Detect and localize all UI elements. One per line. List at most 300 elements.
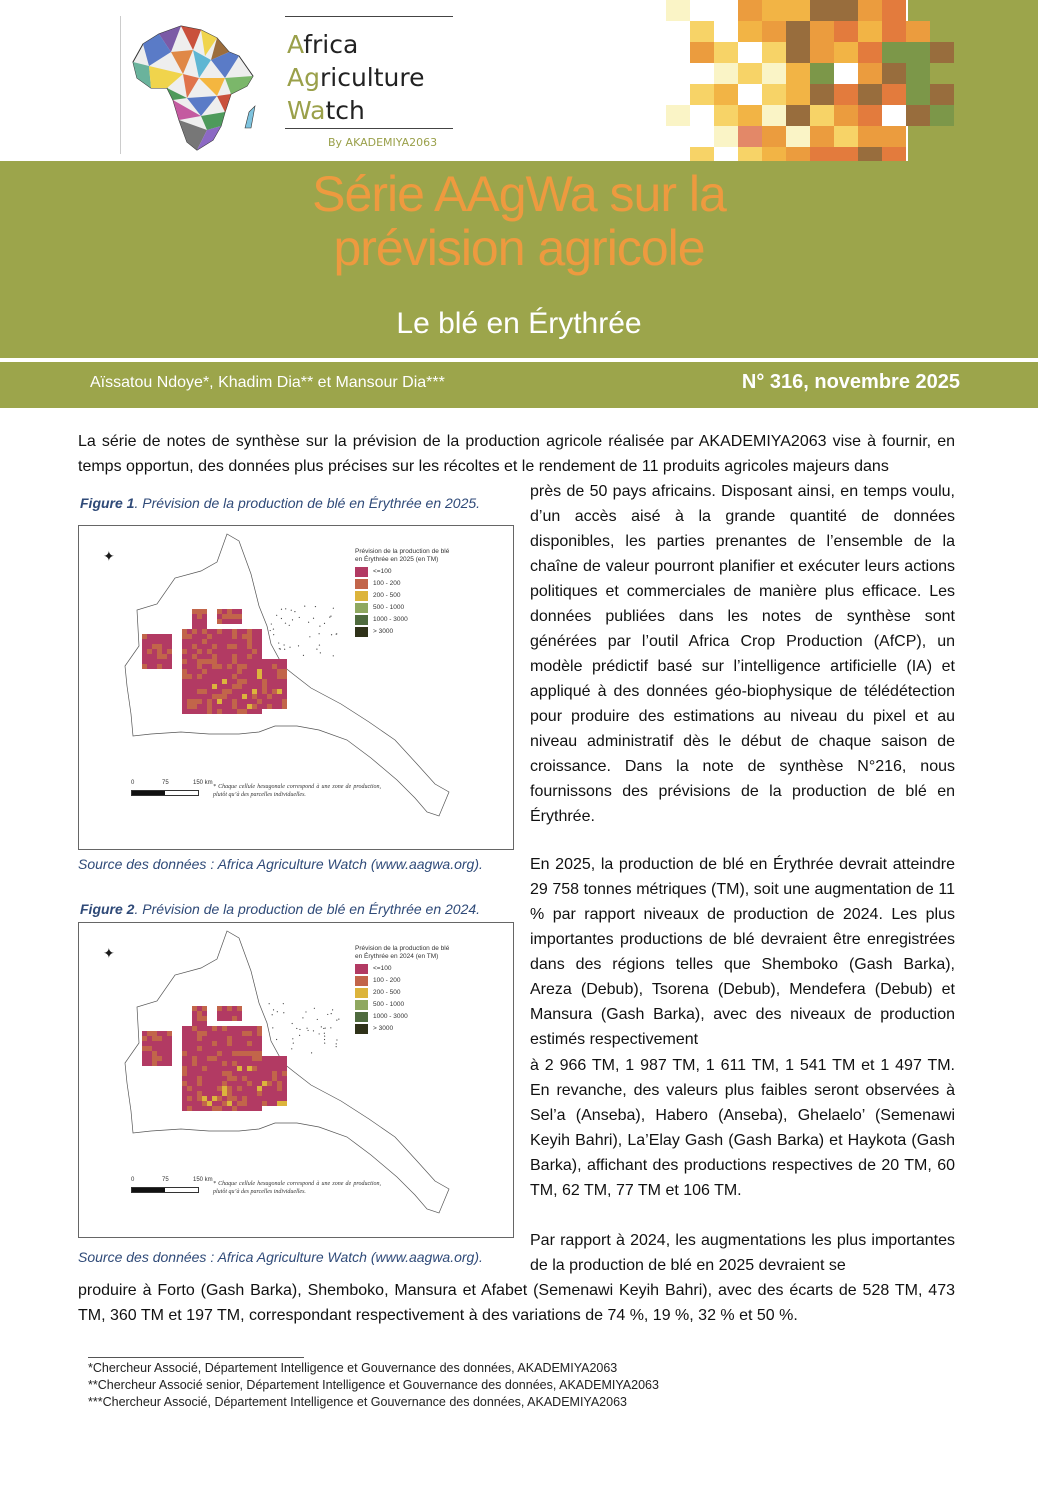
production-hex-cell (272, 669, 277, 674)
production-hex-cell (152, 1031, 157, 1036)
production-hex-cell (222, 1026, 227, 1031)
production-hex-cell (197, 694, 202, 699)
production-hex-cell (217, 649, 222, 654)
production-hex-cell (257, 649, 262, 654)
production-hex-cell (207, 679, 212, 684)
production-hex-cell (222, 664, 227, 669)
mosaic-tile (834, 42, 858, 63)
production-hex-cell (252, 1101, 257, 1106)
production-hex-cell (217, 1016, 222, 1021)
production-hex-cell (232, 1061, 237, 1066)
production-hex-cell (192, 629, 197, 634)
mosaic-tile (786, 126, 810, 147)
production-hex-cell (212, 704, 217, 709)
mosaic-tile (666, 21, 690, 42)
island-dot (313, 618, 314, 619)
island-dot (276, 615, 277, 616)
island-dot (299, 617, 300, 618)
legend-item: 100 - 200 (355, 975, 449, 987)
production-hex-cell (182, 634, 187, 639)
production-hex-cell (182, 1046, 187, 1051)
production-hex-cell (192, 1056, 197, 1061)
production-hex-cell (222, 1031, 227, 1036)
island-dot (298, 645, 299, 646)
production-hex-cell (282, 669, 287, 674)
production-hex-cell (217, 1011, 222, 1016)
production-hex-cell (222, 639, 227, 644)
production-hex-cell (247, 1076, 252, 1081)
production-hex-cell (252, 1071, 257, 1076)
production-hex-cell (167, 644, 172, 649)
figure2-map (78, 922, 514, 1238)
production-hex-cell (257, 629, 262, 634)
production-hex-cell (257, 654, 262, 659)
production-hex-cell (242, 1071, 247, 1076)
production-hex-cell (222, 1061, 227, 1066)
mosaic-tile (834, 84, 858, 105)
production-hex-cell (222, 1106, 227, 1111)
scale-label: 0 (131, 780, 135, 786)
production-hex-cell (187, 704, 192, 709)
series-title-line1: Série AAgWa sur la (312, 166, 726, 222)
mosaic-tile (714, 126, 738, 147)
production-hex-cell (187, 629, 192, 634)
production-hex-cell (247, 1051, 252, 1056)
mosaic-tile (738, 84, 762, 105)
production-hex-cell (242, 689, 247, 694)
island-dot (319, 625, 320, 626)
production-hex-cell (267, 1086, 272, 1091)
production-hex-cell (232, 1056, 237, 1061)
production-hex-cell (217, 629, 222, 634)
north-arrow-icon: ✦ (103, 548, 115, 564)
production-hex-cell (257, 1036, 262, 1041)
production-hex-cell (182, 689, 187, 694)
production-hex-cell (282, 1061, 287, 1066)
production-hex-cell (197, 1091, 202, 1096)
production-hex-cell (212, 1036, 217, 1041)
production-hex-cell (187, 679, 192, 684)
production-hex-cell (232, 709, 237, 714)
production-hex-cell (182, 699, 187, 704)
production-hex-cell (262, 1056, 267, 1061)
production-hex-cell (182, 1091, 187, 1096)
production-hex-cell (262, 684, 267, 689)
production-hex-cell (192, 699, 197, 704)
production-hex-cell (247, 654, 252, 659)
production-hex-cell (207, 704, 212, 709)
production-hex-cell (197, 1086, 202, 1091)
production-hex-cell (202, 639, 207, 644)
production-hex-cell (247, 709, 252, 714)
production-hex-cell (182, 674, 187, 679)
production-hex-cell (187, 649, 192, 654)
production-hex-cell (282, 704, 287, 709)
map-legend (355, 548, 449, 638)
production-hex-cell (187, 1041, 192, 1046)
production-hex-cell (197, 649, 202, 654)
production-hex-cell (192, 684, 197, 689)
island-dot (329, 617, 330, 618)
mosaic-tile (882, 105, 906, 126)
production-hex-cell (192, 1071, 197, 1076)
production-hex-cell (147, 1046, 152, 1051)
production-hex-cell (282, 1056, 287, 1061)
mosaic-tile (906, 63, 930, 84)
island-dot (330, 1027, 331, 1028)
production-hex-cell (237, 1106, 242, 1111)
production-hex-cell (227, 1101, 232, 1106)
production-hex-cell (257, 709, 262, 714)
production-hex-cell (162, 639, 167, 644)
production-hex-cell (212, 684, 217, 689)
production-hex-cell (237, 1041, 242, 1046)
production-hex-cell (157, 639, 162, 644)
island-dot (311, 1052, 312, 1053)
production-hex-cell (222, 1076, 227, 1081)
production-hex-cell (197, 629, 202, 634)
scale-label: 150 km (193, 1177, 213, 1183)
production-hex-cell (227, 1041, 232, 1046)
production-hex-cell (152, 1061, 157, 1066)
production-hex-cell (147, 634, 152, 639)
production-hex-cell (272, 1066, 277, 1071)
production-hex-cell (202, 1016, 207, 1021)
figure2-caption (80, 901, 480, 917)
island-dot (285, 623, 286, 624)
production-hex-cell (272, 1076, 277, 1081)
production-hex-cell (232, 694, 237, 699)
island-dot (308, 622, 309, 623)
production-hex-cell (202, 614, 207, 619)
production-hex-cell (187, 1036, 192, 1041)
mosaic-tile (906, 84, 930, 105)
production-hex-cell (162, 1036, 167, 1041)
production-hex-cell (267, 1096, 272, 1101)
production-hex-cell (192, 1076, 197, 1081)
production-hex-cell (207, 644, 212, 649)
production-hex-cell (207, 674, 212, 679)
production-hex-cell (252, 1096, 257, 1101)
production-hex-cell (247, 1071, 252, 1076)
production-hex-cell (182, 709, 187, 714)
production-hex-cell (257, 694, 262, 699)
production-hex-cell (167, 1046, 172, 1051)
mosaic-tile (882, 42, 906, 63)
hexagon-note: * Chaque cellule hexagonale correspond à une zone de production, plutôt qu’à des parcelles individuelles. (213, 784, 381, 798)
production-hex-cell (192, 624, 197, 629)
production-hex-cell (152, 634, 157, 639)
production-hex-cell (257, 1046, 262, 1051)
production-hex-cell (182, 1026, 187, 1031)
island-dot (273, 634, 274, 635)
production-hex-cell (222, 1016, 227, 1021)
production-hex-cell (277, 699, 282, 704)
island-dot (320, 652, 321, 653)
production-hex-cell (207, 639, 212, 644)
production-hex-cell (207, 1036, 212, 1041)
production-hex-cell (212, 1071, 217, 1076)
production-hex-cell (267, 1076, 272, 1081)
production-hex-cell (227, 1036, 232, 1041)
figure-label: Figure 2 (80, 901, 135, 917)
brand-accent: A (287, 30, 304, 59)
island-dot (272, 1027, 273, 1028)
production-hex-cell (207, 1101, 212, 1106)
production-hex-cell (227, 649, 232, 654)
production-hex-cell (162, 634, 167, 639)
production-hex-cell (257, 674, 262, 679)
mosaic-tile (834, 0, 858, 21)
production-hex-cell (187, 1076, 192, 1081)
production-hex-cell (212, 1076, 217, 1081)
footnote: ***Chercheur Associé, Département Intelligence et Gouvernance des données, AKADEMIYA2063 (88, 1395, 627, 1409)
production-hex-cell (227, 1086, 232, 1091)
brand-accent: Ag (287, 63, 320, 92)
production-hex-cell (262, 674, 267, 679)
production-hex-cell (277, 704, 282, 709)
production-hex-cell (272, 1096, 277, 1101)
production-hex-cell (237, 649, 242, 654)
production-hex-cell (237, 1016, 242, 1021)
production-hex-cell (197, 674, 202, 679)
production-hex-cell (192, 1106, 197, 1111)
intro-paragraph: La série de notes de synthèse sur la prévision de la production agricole réalisée par AKADEMIYA2063 vise à fournir, en temps opportun, des données plus précises sur les récoltes et le rendement de 11 produits agricoles majeurs dans (78, 433, 955, 475)
mosaic-tile (834, 126, 858, 147)
island-dot (294, 611, 295, 612)
production-hex-cell (227, 654, 232, 659)
production-hex-cell (192, 614, 197, 619)
production-hex-cell (202, 659, 207, 664)
production-hex-cell (242, 1031, 247, 1036)
production-hex-cell (207, 1046, 212, 1051)
production-hex-cell (247, 1026, 252, 1031)
production-hex-cell (187, 694, 192, 699)
island-dot (271, 623, 272, 624)
production-hex-cell (212, 1056, 217, 1061)
island-dot (289, 625, 290, 626)
production-hex-cell (142, 1061, 147, 1066)
production-hex-cell (242, 679, 247, 684)
island-dot (285, 608, 286, 609)
production-hex-cell (142, 1051, 147, 1056)
production-hex-cell (152, 1056, 157, 1061)
island-dot (277, 1011, 278, 1012)
production-hex-cell (217, 1071, 222, 1076)
production-hex-cell (232, 1106, 237, 1111)
production-hex-cell (227, 659, 232, 664)
production-hex-cell (202, 674, 207, 679)
island-dot (291, 1048, 292, 1049)
island-dot (324, 1033, 325, 1034)
production-hex-cell (162, 1051, 167, 1056)
mosaic-tile (906, 21, 930, 42)
production-hex-cell (187, 1046, 192, 1051)
production-hex-cell (252, 1081, 257, 1086)
production-hex-cell (257, 1071, 262, 1076)
production-hex-cell (167, 1056, 172, 1061)
production-hex-cell (222, 1101, 227, 1106)
production-hex-cell (212, 1046, 217, 1051)
island-dot (304, 605, 305, 606)
production-hex-cell (247, 679, 252, 684)
production-hex-cell (227, 664, 232, 669)
production-hex-cell (282, 684, 287, 689)
production-hex-cell (202, 1006, 207, 1011)
production-hex-cell (227, 619, 232, 624)
mosaic-tile (690, 84, 714, 105)
mosaic-tile (858, 42, 882, 63)
production-hex-cell (222, 1051, 227, 1056)
production-hex-cell (247, 1046, 252, 1051)
production-hex-cell (272, 1081, 277, 1086)
production-hex-cell (242, 1091, 247, 1096)
production-hex-cell (222, 669, 227, 674)
production-hex-cell (227, 1011, 232, 1016)
figure1-map (78, 525, 514, 850)
production-hex-cell (187, 654, 192, 659)
legend-item: > 3000 (355, 1023, 449, 1035)
production-hex-cell (252, 1066, 257, 1071)
production-hex-cell (212, 1041, 217, 1046)
production-hex-cell (182, 1101, 187, 1106)
production-hex-cell (237, 614, 242, 619)
mosaic-tile (834, 63, 858, 84)
production-hex-cell (217, 1051, 222, 1056)
production-hex-cell (282, 1086, 287, 1091)
production-hex-cell (242, 1046, 247, 1051)
production-hex-cell (247, 649, 252, 654)
production-hex-cell (217, 1081, 222, 1086)
production-hex-cell (262, 1101, 267, 1106)
production-hex-cell (232, 609, 237, 614)
production-hex-cell (197, 644, 202, 649)
production-hex-cell (212, 1061, 217, 1066)
production-hex-cell (257, 639, 262, 644)
production-hex-cell (252, 699, 257, 704)
mosaic-tile (786, 21, 810, 42)
production-hex-cell (252, 1076, 257, 1081)
production-hex-cell (192, 664, 197, 669)
island-dot (273, 1009, 274, 1010)
production-hex-cell (252, 649, 257, 654)
production-hex-cell (222, 1081, 227, 1086)
production-hex-cell (257, 1091, 262, 1096)
footnote: *Chercheur Associé, Département Intelligence et Gouvernance des données, AKADEMIYA2063 (88, 1361, 618, 1375)
production-hex-cell (232, 1031, 237, 1036)
island-dot (330, 616, 331, 617)
production-hex-cell (197, 684, 202, 689)
production-hex-cell (272, 679, 277, 684)
island-dot (319, 633, 320, 634)
production-hex-cell (192, 644, 197, 649)
island-dot (336, 1043, 337, 1044)
island-dot (331, 634, 332, 635)
production-hex-cell (217, 1086, 222, 1091)
production-hex-cell (192, 639, 197, 644)
island-dot (279, 648, 280, 649)
production-hex-cell (247, 1086, 252, 1091)
production-hex-cell (232, 1006, 237, 1011)
production-hex-cell (247, 704, 252, 709)
production-hex-cell (147, 654, 152, 659)
map-legend (355, 945, 449, 1035)
production-hex-cell (247, 669, 252, 674)
production-hex-cell (187, 1106, 192, 1111)
production-hex-cell (217, 664, 222, 669)
production-hex-cell (202, 624, 207, 629)
production-hex-cell (157, 1056, 162, 1061)
production-hex-cell (262, 659, 267, 664)
production-hex-cell (187, 644, 192, 649)
production-hex-cell (272, 1061, 277, 1066)
scale-label: 150 km (193, 780, 213, 786)
production-hex-cell (212, 1081, 217, 1086)
production-hex-cell (157, 654, 162, 659)
production-hex-cell (142, 1046, 147, 1051)
production-hex-cell (197, 1096, 202, 1101)
production-hex-cell (247, 694, 252, 699)
production-hex-cell (197, 699, 202, 704)
production-hex-cell (277, 1056, 282, 1061)
production-hex-cell (162, 664, 167, 669)
legend-item: > 3000 (355, 626, 449, 638)
production-hex-cell (282, 1081, 287, 1086)
production-hex-cell (277, 1071, 282, 1076)
mosaic-tile (762, 105, 786, 126)
production-hex-cell (237, 674, 242, 679)
mosaic-tile (666, 0, 690, 21)
mosaic-tile (666, 84, 690, 105)
production-hex-cell (182, 644, 187, 649)
production-hex-cell (167, 1031, 172, 1036)
production-hex-cell (222, 649, 227, 654)
production-hex-cell (197, 1016, 202, 1021)
production-hex-cell (152, 654, 157, 659)
production-hex-cell (257, 664, 262, 669)
island-dot (299, 1035, 300, 1036)
production-hex-cell (232, 689, 237, 694)
production-hex-cell (212, 1106, 217, 1111)
production-hex-cell (152, 1036, 157, 1041)
production-hex-cell (222, 674, 227, 679)
production-hex-cell (152, 1041, 157, 1046)
production-hex-cell (192, 674, 197, 679)
production-hex-cell (257, 1041, 262, 1046)
island-dot (296, 1028, 297, 1029)
production-hex-cell (247, 659, 252, 664)
island-dot (283, 644, 284, 645)
production-hex-cell (267, 679, 272, 684)
production-hex-cell (242, 659, 247, 664)
mosaic-tile (690, 63, 714, 84)
production-hex-cell (207, 1091, 212, 1096)
production-hex-cell (212, 639, 217, 644)
production-hex-cell (247, 1036, 252, 1041)
production-hex-cell (202, 1036, 207, 1041)
production-hex-cell (142, 1036, 147, 1041)
mosaic-tile (762, 42, 786, 63)
production-hex-cell (162, 1041, 167, 1046)
production-hex-cell (277, 1061, 282, 1066)
production-hex-cell (272, 694, 277, 699)
production-hex-cell (267, 684, 272, 689)
production-hex-cell (202, 619, 207, 624)
production-hex-cell (157, 1041, 162, 1046)
production-hex-cell (252, 1106, 257, 1111)
mosaic-tile (834, 21, 858, 42)
production-hex-cell (232, 664, 237, 669)
